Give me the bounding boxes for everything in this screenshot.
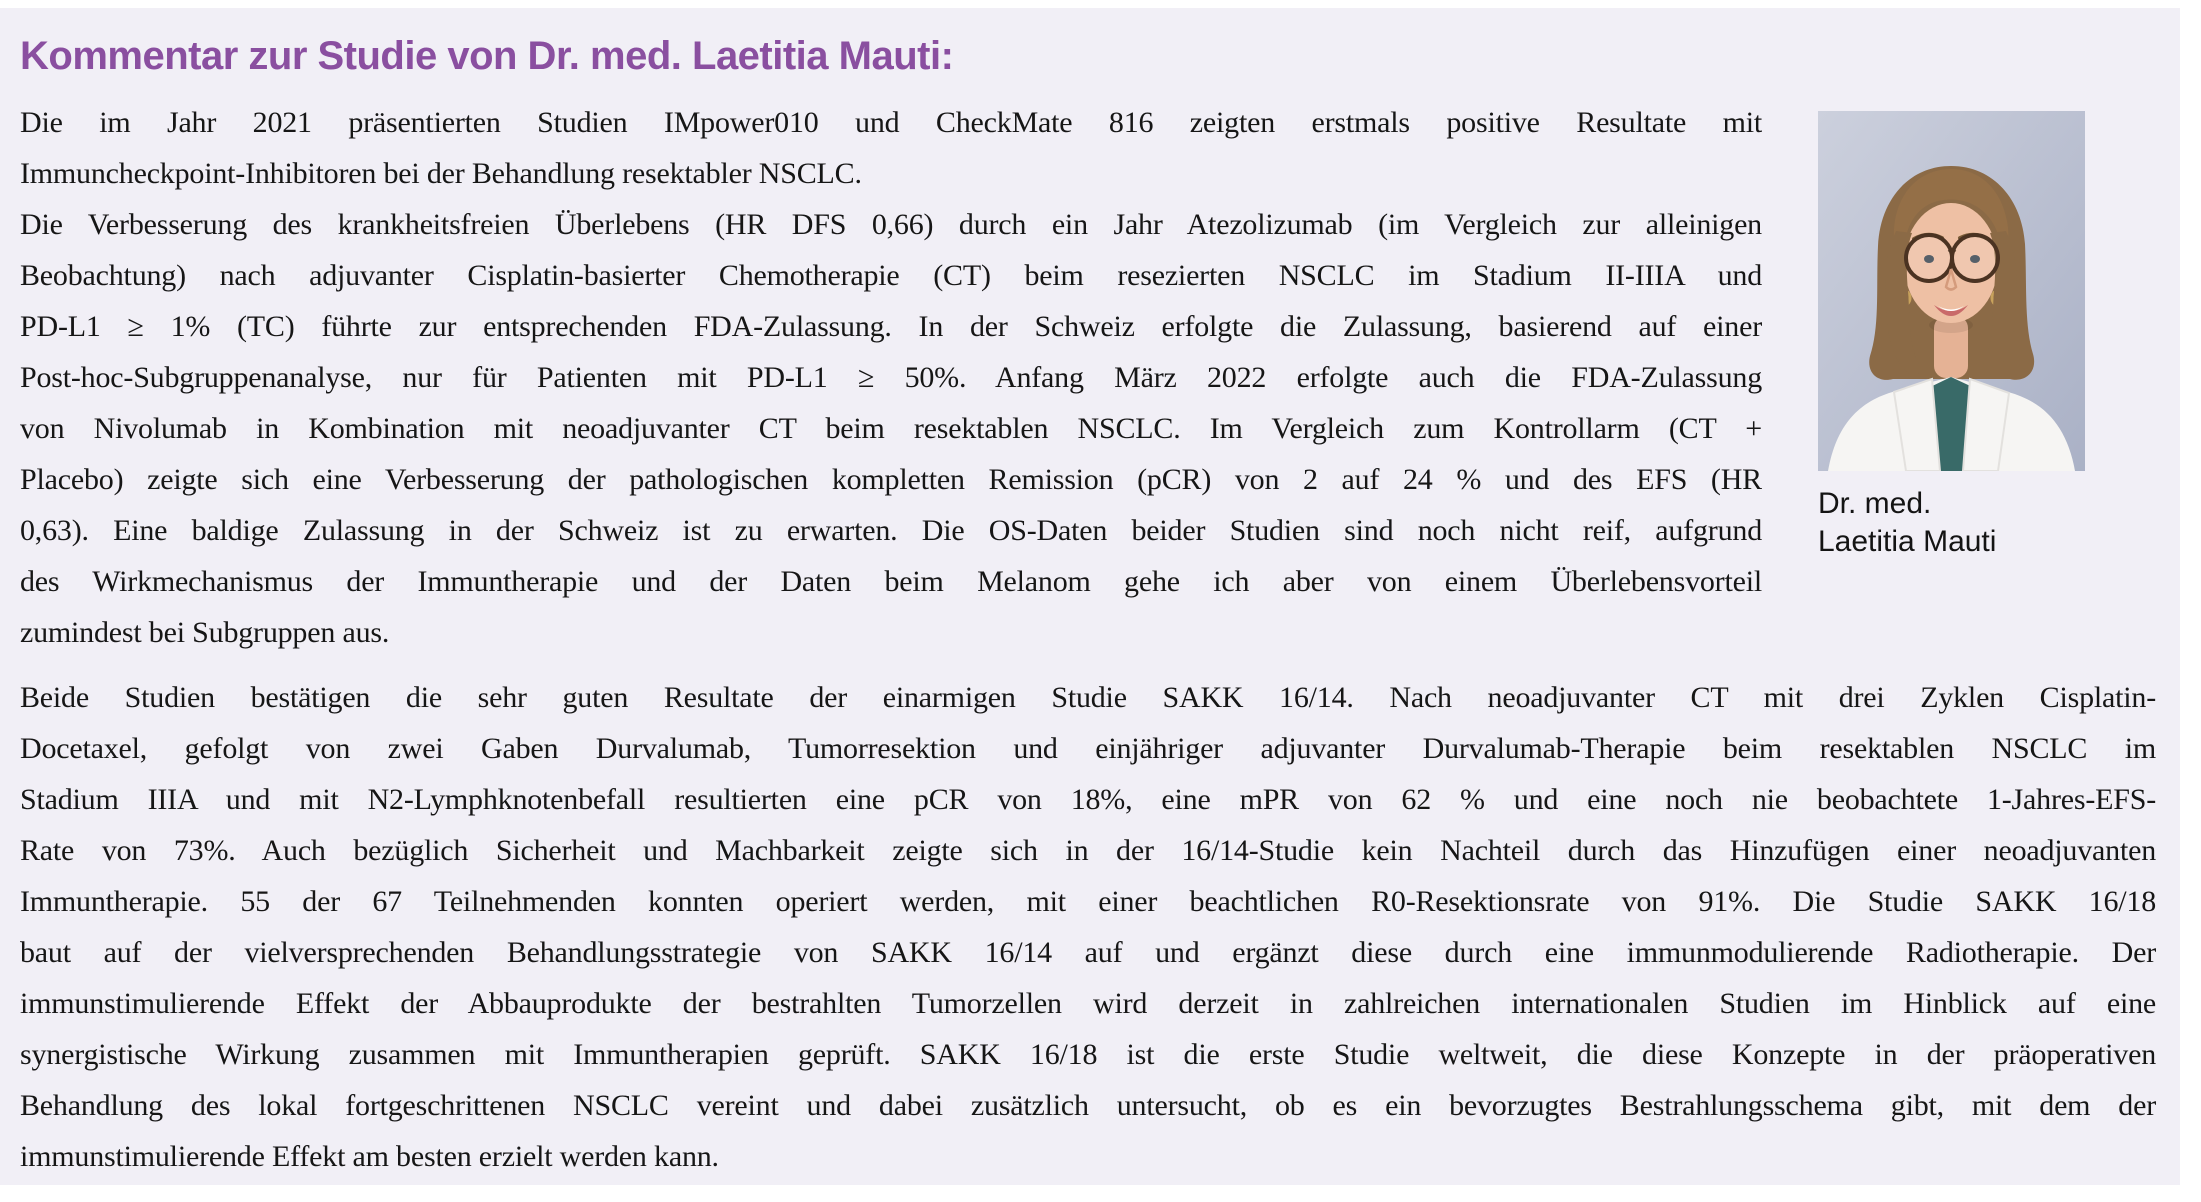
portrait-caption-line1: Dr. med. — [1818, 487, 1932, 520]
text-line: Die im Jahr 2021 präsentierten Studien IMpower010 und CheckMate 816 zeigten erstmals positive Resultate mit — [20, 106, 1762, 139]
text-line: zumindest bei Subgruppen aus. — [20, 616, 390, 649]
text-line: des Wirkmechanismus der Immuntherapie und der Daten beim Melanom gehe ich aber von einem Überlebensvorteil — [20, 565, 1762, 598]
commentary-text-wide-column — [20, 672, 2156, 1182]
glasses-bridge — [1949, 251, 1955, 253]
portrait-caption-line2: Laetitia Mauti — [1818, 525, 1997, 558]
portrait-figure — [1818, 111, 2085, 561]
text-line: Die Verbesserung des krankheitsfreien Überlebens (HR DFS 0,66) durch ein Jahr Atezolizumab (im Vergleich zur alleinigen — [20, 208, 1762, 241]
text-line: 0,63). Eine baldige Zulassung in der Schweiz ist zu erwarten. Die OS-Daten beider Studien sind noch nicht reif, aufgrund — [20, 514, 1762, 547]
text-line: Immuncheckpoint-Inhibitoren bei der Behandlung resektabler NSCLC. — [20, 157, 862, 190]
text-line: Beobachtung) nach adjuvanter Cisplatin-basierter Chemotherapie (CT) beim resezierten NSCLC im Stadium II-IIIA und — [20, 259, 1762, 292]
text-line: Placebo) zeigte sich eine Verbesserung der pathologischen kompletten Remission (pCR) von 2 auf 24 % und des EFS (HR — [20, 463, 1762, 496]
text-line: Stadium IIIA und mit N2-Lymphknotenbefall resultierten eine pCR von 18%, eine mPR von 62 % und eine noch nie beobachtete 1-Jahres-EFS- — [20, 783, 2156, 816]
text-line: immunstimulierende Effekt der Abbauprodukte der bestrahlten Tumorzellen wird derzeit in zahlreichen internationalen Studien im Hinblick auf eine — [20, 987, 2156, 1020]
text-line: baut auf der vielversprechenden Behandlungsstrategie von SAKK 16/14 auf und ergänzt diese durch eine immunmodulierende Radiotherapie. Der — [20, 936, 2156, 969]
text-line: von Nivolumab in Kombination mit neoadjuvanter CT beim resektablen NSCLC. Im Vergleich zum Kontrollarm (CT + — [20, 412, 1762, 445]
text-line: immunstimulierende Effekt am besten erzielt werden kann. — [20, 1140, 719, 1173]
commentary-panel — [0, 8, 2180, 1185]
text-line: PD-L1 ≥ 1% (TC) führte zur entsprechenden FDA-Zulassung. In der Schweiz erfolgte die Zulassung, basierend auf einer — [20, 310, 1762, 343]
text-line: Beide Studien bestätigen die sehr guten Resultate der einarmigen Studie SAKK 16/14. Nach neoadjuvanter CT mit drei Zyklen Cisplatin- — [20, 681, 2156, 714]
text-line: Post-hoc-Subgruppenanalyse, nur für Patienten mit PD-L1 ≥ 50%. Anfang März 2022 erfolgte auch die FDA-Zulassung — [20, 361, 1762, 394]
text-line: Rate von 73%. Auch bezüglich Sicherheit und Machbarkeit zeigte sich in der 16/14-Studie kein Nachteil durch das Hinzufügen einer neoadjuvanten — [20, 834, 2156, 867]
glasses-lens-right — [1952, 235, 1998, 281]
text-line: Docetaxel, gefolgt von zwei Gaben Durvalumab, Tumorresektion und einjähriger adjuvanter Durvalumab-Therapie beim resektablen NSCLC im — [20, 732, 2156, 765]
page-title: Kommentar zur Studie von Dr. med. Laetitia Mauti: — [20, 34, 954, 78]
portrait-caption — [1818, 485, 2085, 561]
text-line: Behandlung des lokal fortgeschrittenen NSCLC vereint und dabei zusätzlich untersucht, ob es ein bevorzugtes Bestrahlungsschema gibt, mit dem der — [20, 1089, 2156, 1122]
commentary-text-narrow-column — [20, 97, 1762, 658]
text-line: synergistische Wirkung zusammen mit Immuntherapien geprüft. SAKK 16/18 ist die erste Studie weltweit, die diese Konzepte in der präoperativen — [20, 1038, 2156, 1071]
portrait-photo — [1818, 111, 2085, 471]
glasses-lens-left — [1906, 235, 1952, 281]
text-line: Immuntherapie. 55 der 67 Teilnehmenden konnten operiert werden, mit einer beachtlichen R0-Resektionsrate von 91%. Die Studie SAKK 16/18 — [20, 885, 2156, 918]
